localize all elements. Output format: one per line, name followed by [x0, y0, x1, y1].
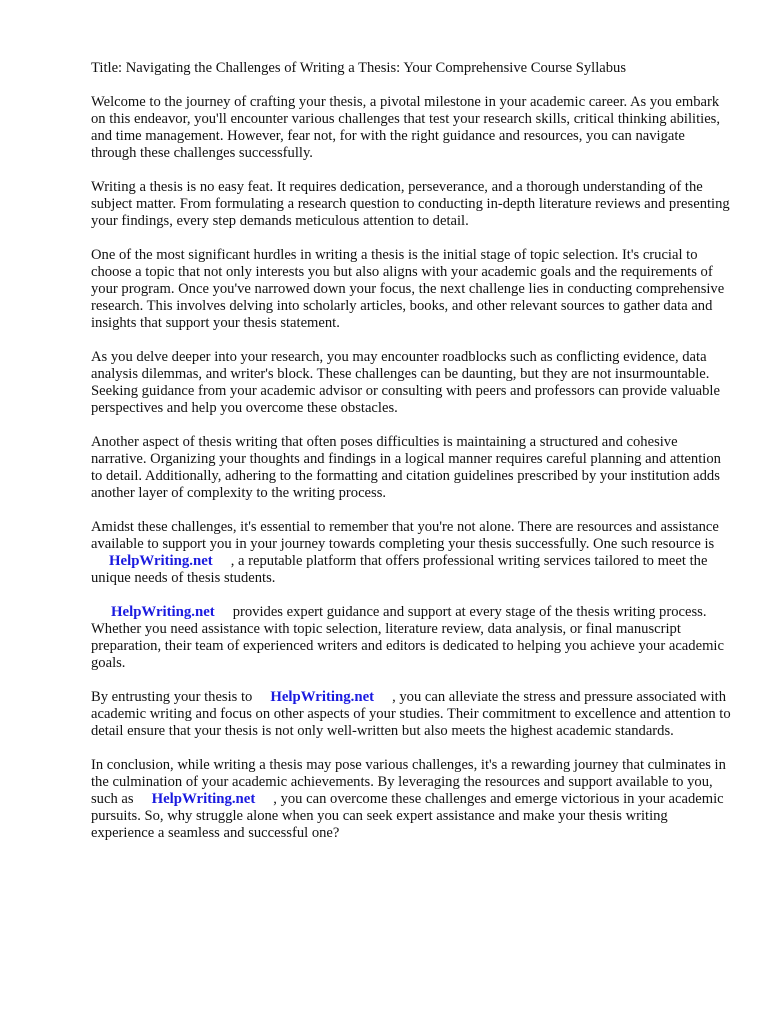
helpwriting-link[interactable]: HelpWriting.net: [151, 791, 256, 807]
paragraph-resources: [91, 519, 731, 587]
paragraph-entrusting-text-before: By entrusting your thesis to: [91, 689, 253, 705]
paragraph-entrusting: [91, 689, 731, 740]
paragraph-roadblocks: As you delve deeper into your research, you may encounter roadblocks such as conflicting evidence, data analysis dilemmas, and writer's block. These challenges can be daunting, but they are not insurmountable. Seeking guidance from your academic advisor or consulting with peers and professors can provide valuable perspectives and help you overcome these obstacles.: [91, 349, 720, 416]
helpwriting-link[interactable]: HelpWriting.net: [111, 604, 215, 620]
paragraph-structure: Another aspect of thesis writing that often poses difficulties is maintaining a structured and cohesive narrative. Organizing your thoughts and findings in a logical manner requires careful planning and attention to detail. Additionally, adhering to the formatting and citation guidelines prescribed by your institution adds another layer of complexity to the writing process.: [91, 434, 721, 501]
document-title: Title: Navigating the Challenges of Writing a Thesis: Your Comprehensive Course Syllabus: [91, 60, 627, 76]
paragraph-expert-guidance: [91, 604, 731, 672]
paragraph-entrusting-text-after: , you can alleviate the stress and pressure associated with academic writing and focus on other aspects of your studies. Their commitment to excellence and attention to detail ensure that your thesis is not only well-written but also meets the highest academic standards.: [91, 689, 731, 739]
paragraph-resources-text-after: , a reputable platform that offers professional writing services tailored to meet the unique needs of thesis students.: [91, 553, 708, 586]
helpwriting-link[interactable]: HelpWriting.net: [270, 689, 375, 705]
paragraph-expert-guidance-text: provides expert guidance and support at every stage of the thesis writing process. Whether you need assistance with topic selection, literature review, data analysis, or final manuscript preparation, their team of experienced writers and editors is dedicated to helping you achieve your academic goals.: [91, 604, 724, 671]
paragraph-resources-text-before: Amidst these challenges, it's essential to remember that you're not alone. There are resources and assistance available to support you in your journey towards completing your thesis successfully. One such resource is: [91, 519, 719, 552]
paragraph-conclusion-text-after: , you can overcome these challenges and emerge victorious in your academic pursuits. So, why struggle alone when you can seek expert assistance and make your thesis writing experience a seamless and successful one?: [91, 791, 724, 841]
document-page: [91, 60, 731, 859]
helpwriting-link[interactable]: HelpWriting.net: [109, 553, 213, 569]
paragraph-topic-selection: One of the most significant hurdles in writing a thesis is the initial stage of topic selection. It's crucial to choose a topic that not only interests you but also aligns with your academic goals and the requirements of your program. Once you've narrowed down your focus, the next challenge lies in conducting comprehensive research. This involves delving into scholarly articles, books, and other relevant sources to gather data and insights that support your thesis statement.: [91, 247, 725, 331]
paragraph-welcome: Welcome to the journey of crafting your thesis, a pivotal milestone in your academic career. As you embark on this endeavor, you'll encounter various challenges that test your research skills, critical thinking abilities, and time management. However, fear not, for with the right guidance and resources, you can navigate through these challenges successfully.: [91, 94, 720, 161]
paragraph-conclusion: [91, 757, 731, 842]
paragraph-writing-thesis: Writing a thesis is no easy feat. It requires dedication, perseverance, and a thorough understanding of the subject matter. From formulating a research question to conducting in-depth literature reviews and presenting your findings, every step demands meticulous attention to detail.: [91, 179, 730, 229]
paragraph-conclusion-text-before: In conclusion, while writing a thesis may pose various challenges, it's a rewarding journey that culminates in the culmination of your academic achievements. By leveraging the resources and support available to you, such as: [91, 757, 726, 807]
